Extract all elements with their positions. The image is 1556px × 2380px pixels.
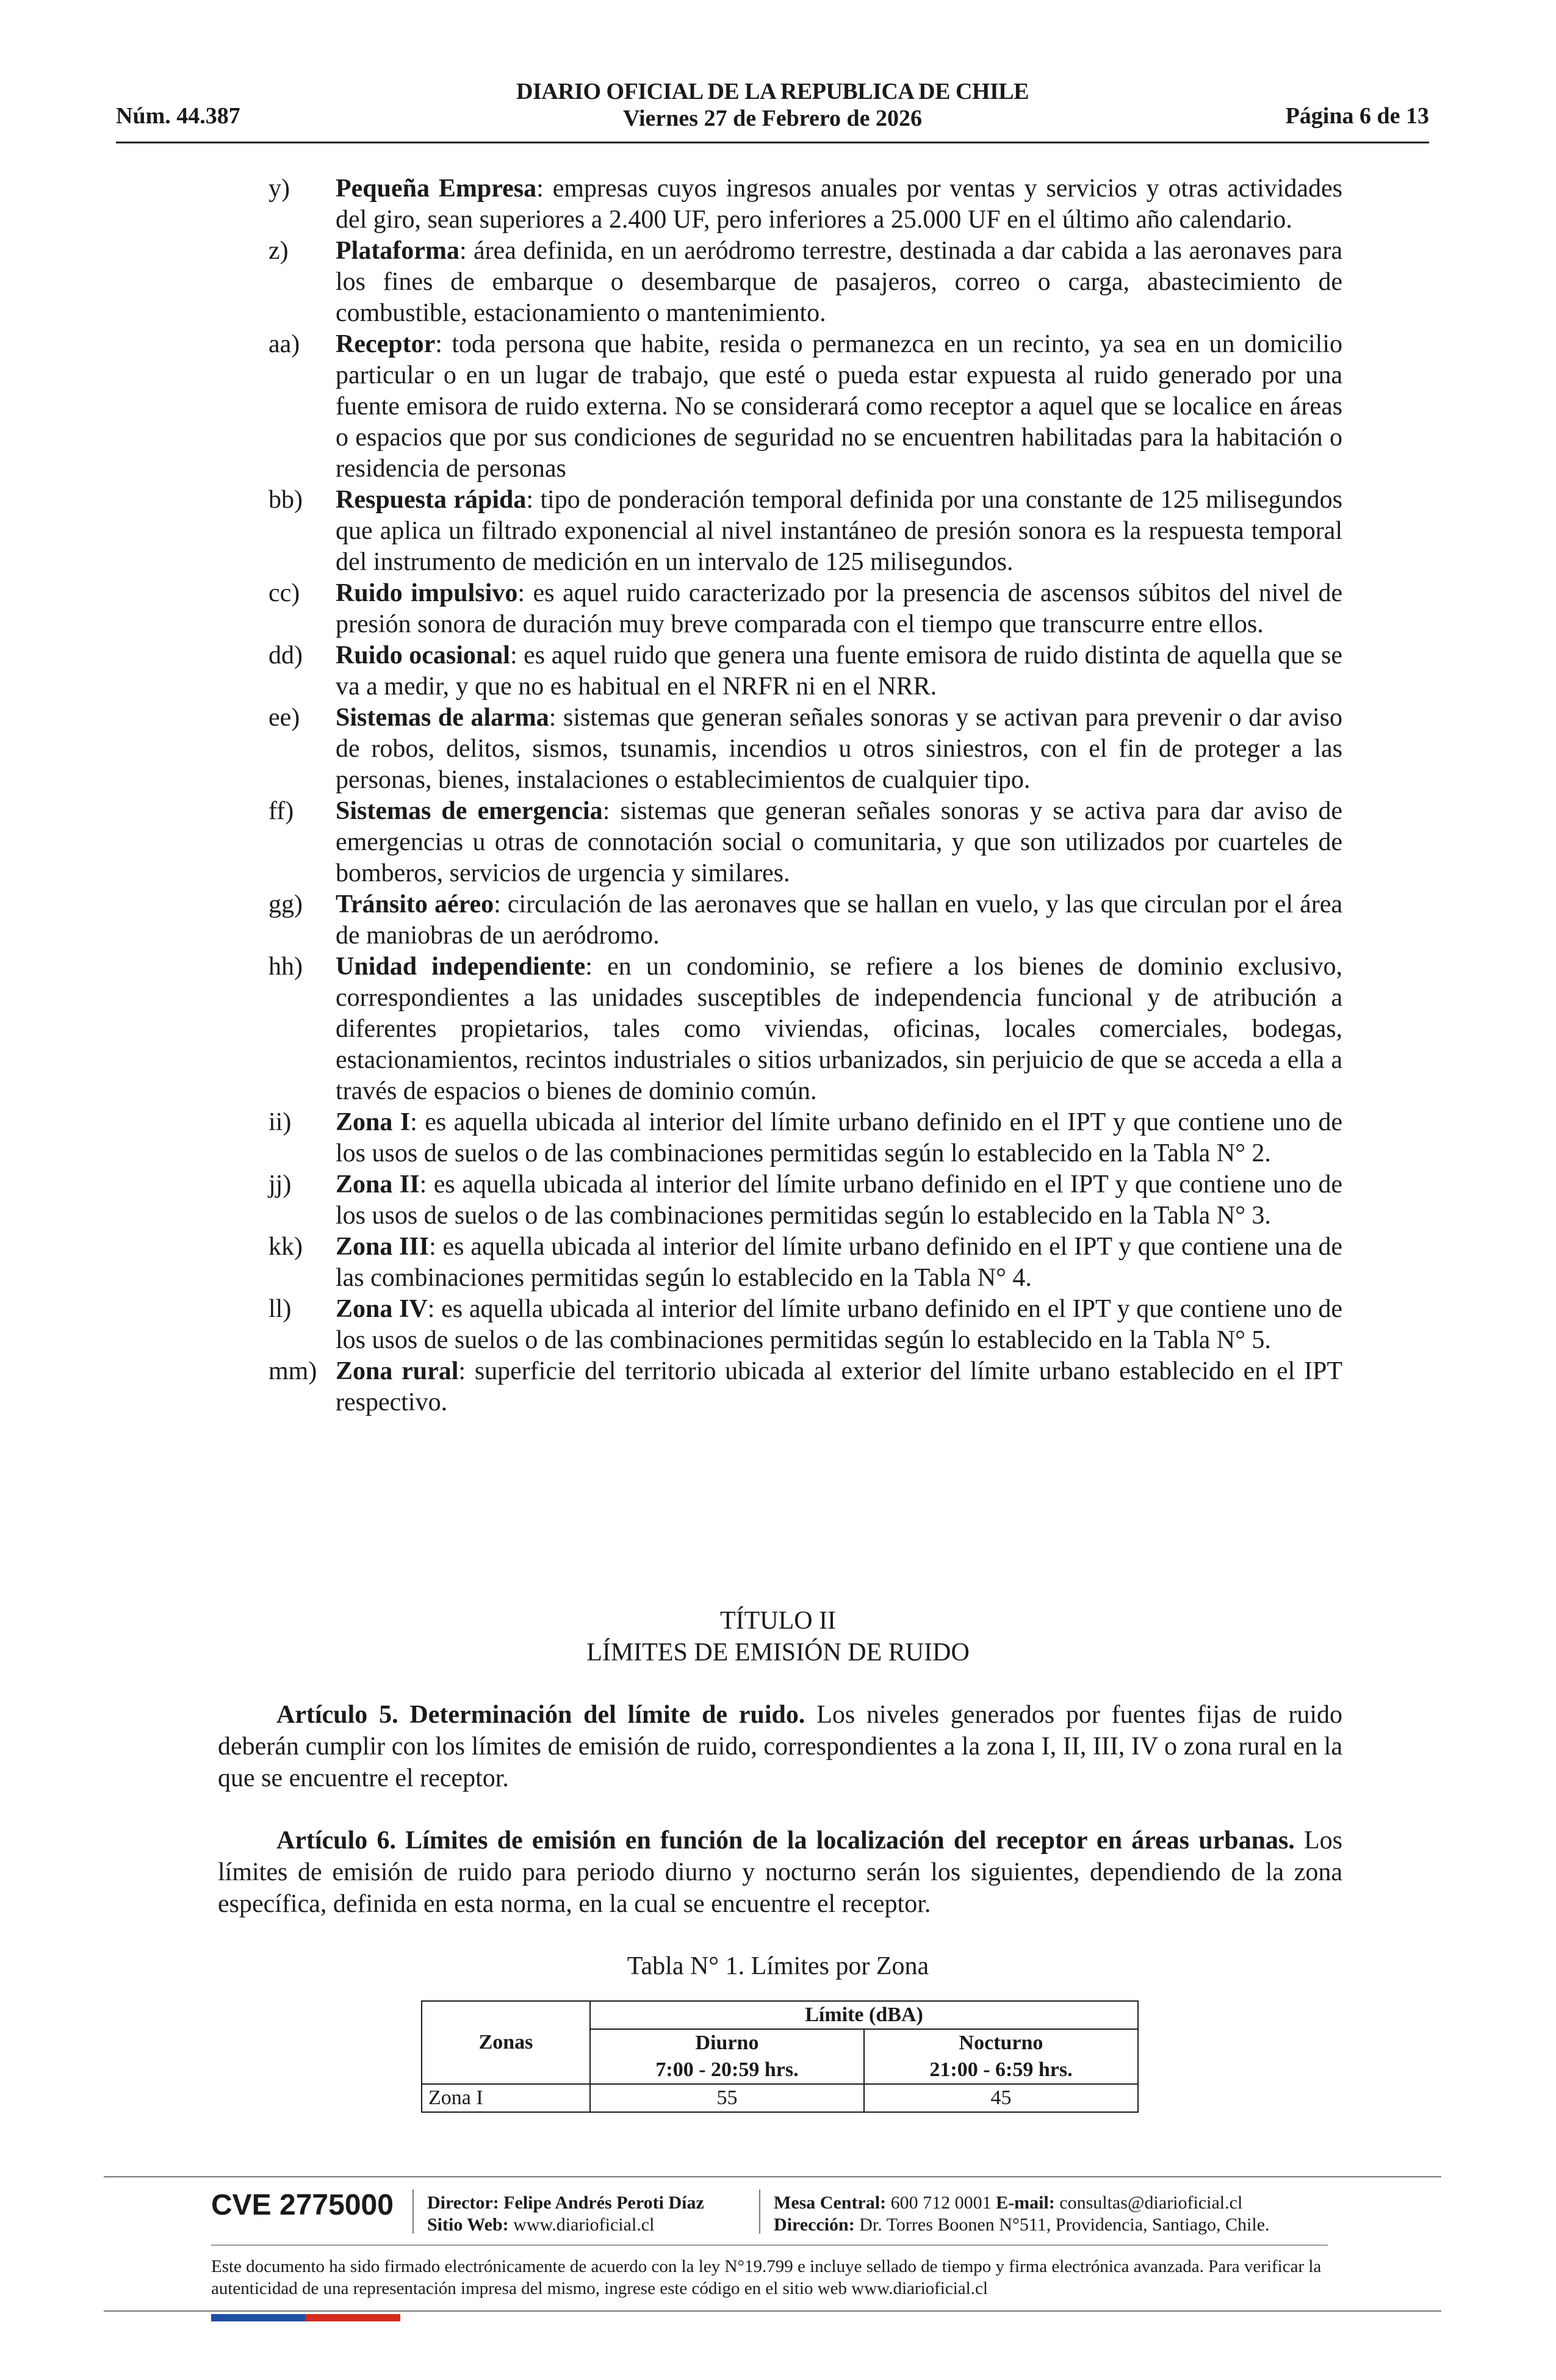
footer-director-block	[427, 2192, 704, 2236]
footer-separator	[759, 2190, 760, 2234]
definition-label: bb)	[268, 486, 303, 514]
definition-text: : toda persona que habite, resida o permanezca en un recinto, ya sea en un domicilio particular o en un lugar de trabajo, que esté o pueda estar expuesta al ruido generado por una fuente emisora de ruido externa. No se considerará como receptor a aquel que se localice en áreas o espacios que por sus condiciones de seguridad no se encuentren habilitadas para la habitación o residencia de personas	[336, 330, 1342, 483]
definition-item	[268, 578, 1342, 640]
header-limite: Límite (dBA)	[590, 2001, 1138, 2029]
article-text: Los límites de emisión de ruido para periodo diurno y nocturno serán los siguientes, dependiendo de la zona específica, definida en esta norma, en la cual se encuentre el receptor.	[218, 1826, 1343, 1918]
definition-term: Zona rural	[336, 1357, 459, 1385]
definition-label: aa)	[268, 330, 300, 358]
definition-term: Plataforma	[336, 237, 459, 265]
definition-term: Zona I	[336, 1108, 411, 1136]
page-header	[116, 78, 1429, 145]
footer-bottom-divider	[104, 2310, 1441, 2312]
definition-term: Ruido ocasional	[336, 641, 510, 669]
director-label: Director:	[427, 2193, 499, 2213]
definition-label: cc)	[268, 579, 300, 607]
definition-term: Respuesta rápida	[336, 486, 527, 514]
article-text: Los niveles generados por fuentes fijas de ruido deberán cumplir con los límites de emisión de ruido, correspondientes a la zona I, II, III, IV o zona rural en la que se encuentre el receptor.	[218, 1701, 1342, 1792]
definition-text: : es aquella ubicada al interior del límite urbano definido en el IPT y que contiene uno de los usos de suelos o de las combinaciones permitidas según lo establecido en la Tabla N° 2.	[336, 1108, 1343, 1167]
footer-divider	[104, 2176, 1441, 2177]
limits-table	[421, 2000, 1139, 2113]
article-heading: Artículo 6. Límites de emisión en función de la localización del receptor en áreas urbanas.	[276, 1826, 1295, 1855]
article-heading: Artículo 5. Determinación del límite de ruido.	[276, 1701, 805, 1729]
definition-item	[268, 173, 1342, 236]
definition-term: Sistemas de emergencia	[336, 797, 603, 825]
definition-item	[268, 236, 1342, 329]
website-link[interactable]: www.diarioficial.cl	[508, 2215, 655, 2235]
definition-text: : circulación de las aeronaves que se hallan en vuelo, y las que circulan por el área de maniobras de un aeródromo.	[336, 890, 1342, 950]
header-diurno: Diurno	[590, 2029, 864, 2057]
definition-term: Receptor	[336, 330, 436, 358]
header-divider	[116, 142, 1429, 143]
definition-label: gg)	[268, 890, 303, 918]
footer-inner-divider	[211, 2245, 1328, 2246]
definition-text: : es aquella ubicada al interior del límite urbano definido en el IPT y que contiene una de las combinaciones permitidas según lo establecido en la Tabla N° 4.	[336, 1233, 1342, 1292]
email-link[interactable]: consultas@diarioficial.cl	[1054, 2193, 1243, 2213]
definition-term: Sistemas de alarma	[336, 704, 549, 732]
definition-term: Zona III	[336, 1233, 430, 1261]
definition-term: Pequeña Empresa	[336, 175, 537, 203]
definition-text: : es aquel ruido caracterizado por la presencia de ascensos súbitos del nivel de presión sonora de duración muy breve comparada con el tiempo que transcurre entre ellos.	[336, 579, 1342, 638]
issue-number: Núm. 44.387	[116, 103, 240, 129]
definition-item	[268, 1356, 1342, 1418]
definition-term: Zona II	[336, 1170, 420, 1199]
definition-label: ee)	[268, 704, 300, 732]
definition-label: kk)	[268, 1233, 303, 1261]
cell-nocturno: 45	[864, 2084, 1138, 2112]
header-nocturno-hours: 21:00 - 6:59 hrs.	[864, 2057, 1138, 2084]
masthead	[116, 78, 1429, 132]
definition-item	[268, 1107, 1342, 1169]
article-6	[218, 1825, 1342, 1920]
definition-term: Zona IV	[336, 1295, 428, 1323]
publication-date: Viernes 27 de Febrero de 2026	[622, 106, 923, 131]
header-zonas: Zonas	[422, 2001, 590, 2084]
definition-item	[268, 796, 1342, 889]
section-title-name: LÍMITES DE EMISIÓN DE RUIDO	[586, 1639, 970, 1667]
cell-zona: Zona I	[422, 2084, 590, 2112]
definition-item	[268, 1231, 1342, 1294]
header-diurno-hours: 7:00 - 20:59 hrs.	[590, 2057, 864, 2084]
definition-item	[268, 702, 1342, 796]
definition-item	[268, 329, 1342, 485]
cve-code: CVE 2775000	[211, 2189, 394, 2221]
definition-term: Tránsito aéreo	[336, 890, 494, 918]
footer-separator	[412, 2190, 414, 2234]
definition-text: : sistemas que generan señales sonoras y se activan para prevenir o dar aviso de robos, delitos, sismos, tsunamis, incendios u otros siniestros, con el fin de proteger a las personas, bienes, instalaciones o establecimientos de cualquier tipo.	[336, 704, 1342, 794]
definition-label: y)	[268, 175, 290, 203]
table-row	[422, 2084, 1138, 2112]
legal-notice: Este documento ha sido firmado electrónicamente de acuerdo con la ley N°19.799 e incluye sellado de tiempo y firma electrónica avanzada. Para verificar la autenticidad de una representación impresa del mismo, ingrese este código en el sitio web www.diarioficial.cl	[211, 2257, 1322, 2298]
section-title-number: TÍTULO II	[719, 1607, 837, 1635]
definition-label: dd)	[268, 641, 303, 669]
address-value: Dr. Torres Boonen N°511, Providencia, Santiago, Chile.	[854, 2215, 1270, 2235]
definition-text: : es aquel ruido que genera una fuente emisora de ruido distinta de aquella que se va a medir, y que no es habitual en el NRFR ni en el NRR.	[336, 641, 1342, 701]
definition-text: : es aquella ubicada al interior del límite urbano definido en el IPT y que contiene uno de los usos de suelos o de las combinaciones permitidas según lo establecido en la Tabla N° 5.	[336, 1295, 1342, 1354]
mesa-phone: 600 712 0001	[886, 2193, 996, 2213]
definition-item	[268, 1169, 1342, 1231]
footer-contact-block	[774, 2192, 1270, 2236]
definition-text: : sistemas que generan señales sonoras y se activa para dar aviso de emergencias u otras de connotación social o comunitaria, y que son utilizados por cuarteles de bomberos, servicios de urgencia y similares.	[336, 797, 1343, 887]
flag-stripe-red	[305, 2314, 400, 2321]
definition-item	[268, 485, 1342, 578]
page-number: Página 6 de 13	[1285, 103, 1429, 129]
definition-label: ll)	[268, 1295, 292, 1323]
definition-item	[268, 889, 1342, 951]
definition-item	[268, 640, 1342, 702]
definition-item	[268, 951, 1342, 1107]
definition-label: hh)	[268, 953, 303, 981]
definition-label: ii)	[268, 1108, 292, 1136]
mesa-label: Mesa Central:	[774, 2193, 887, 2213]
definition-text: : en un condominio, se refiere a los bienes de dominio exclusivo, correspondientes a las unidades susceptibles de independencia funcional y de atribución a diferentes propietarios, tales como viviendas, oficinas, locales comerciales, bodegas, estacionamientos, recintos industriales o sitios urbanizados, sin perjuicio de que se acceda a ella a través de espacios o bienes de dominio común.	[336, 953, 1342, 1105]
definition-label: ff)	[268, 797, 294, 825]
definition-text: : es aquella ubicada al interior del límite urbano definido en el IPT y que contiene uno de los usos de suelos o de las combinaciones permitidas según lo establecido en la Tabla N° 3.	[336, 1170, 1343, 1230]
publication-title: DIARIO OFICIAL DE LA REPUBLICA DE CHILE	[516, 79, 1029, 104]
article-5	[218, 1699, 1342, 1794]
definition-term: Unidad independiente	[336, 953, 586, 981]
flag-stripe-blue	[211, 2314, 305, 2321]
header-nocturno: Nocturno	[864, 2029, 1138, 2057]
definition-label: jj)	[268, 1170, 292, 1199]
definition-label: z)	[268, 237, 289, 265]
definition-label: mm)	[268, 1357, 317, 1385]
section-title	[0, 1605, 1556, 1668]
director-name: Felipe Andrés Peroti Díaz	[499, 2193, 704, 2213]
definition-text: : tipo de ponderación temporal definida por una constante de 125 milisegundos que aplica un filtrado exponencial al nivel instantáneo de presión sonora es la respuesta temporal del instrumento de medición en un intervalo de 125 milisegundos.	[336, 486, 1342, 576]
definition-text: : superficie del territorio ubicada al exterior del límite urbano establecido en el IPT respectivo.	[336, 1357, 1342, 1416]
definition-text: : área definida, en un aeródromo terrestre, destinada a dar cabida a las aeronaves para los fines de embarque o desembarque de pasajeros, correo o carga, abastecimiento de combustible, estacionamiento o mantenimiento.	[336, 237, 1342, 327]
table-caption: Tabla N° 1. Límites por Zona	[627, 1952, 929, 1980]
address-label: Dirección:	[774, 2215, 855, 2235]
email-label: E-mail:	[996, 2193, 1055, 2213]
definition-term: Ruido impulsivo	[336, 579, 518, 607]
definition-item	[268, 1294, 1342, 1356]
definitions-list	[268, 173, 1342, 1418]
cell-diurno: 55	[590, 2084, 864, 2112]
definition-text: : empresas cuyos ingresos anuales por ventas y servicios y otras actividades del giro, sean superiores a 2.400 UF, pero inferiores a 25.000 UF en el último año calendario.	[336, 175, 1342, 234]
website-label: Sitio Web:	[427, 2215, 509, 2235]
